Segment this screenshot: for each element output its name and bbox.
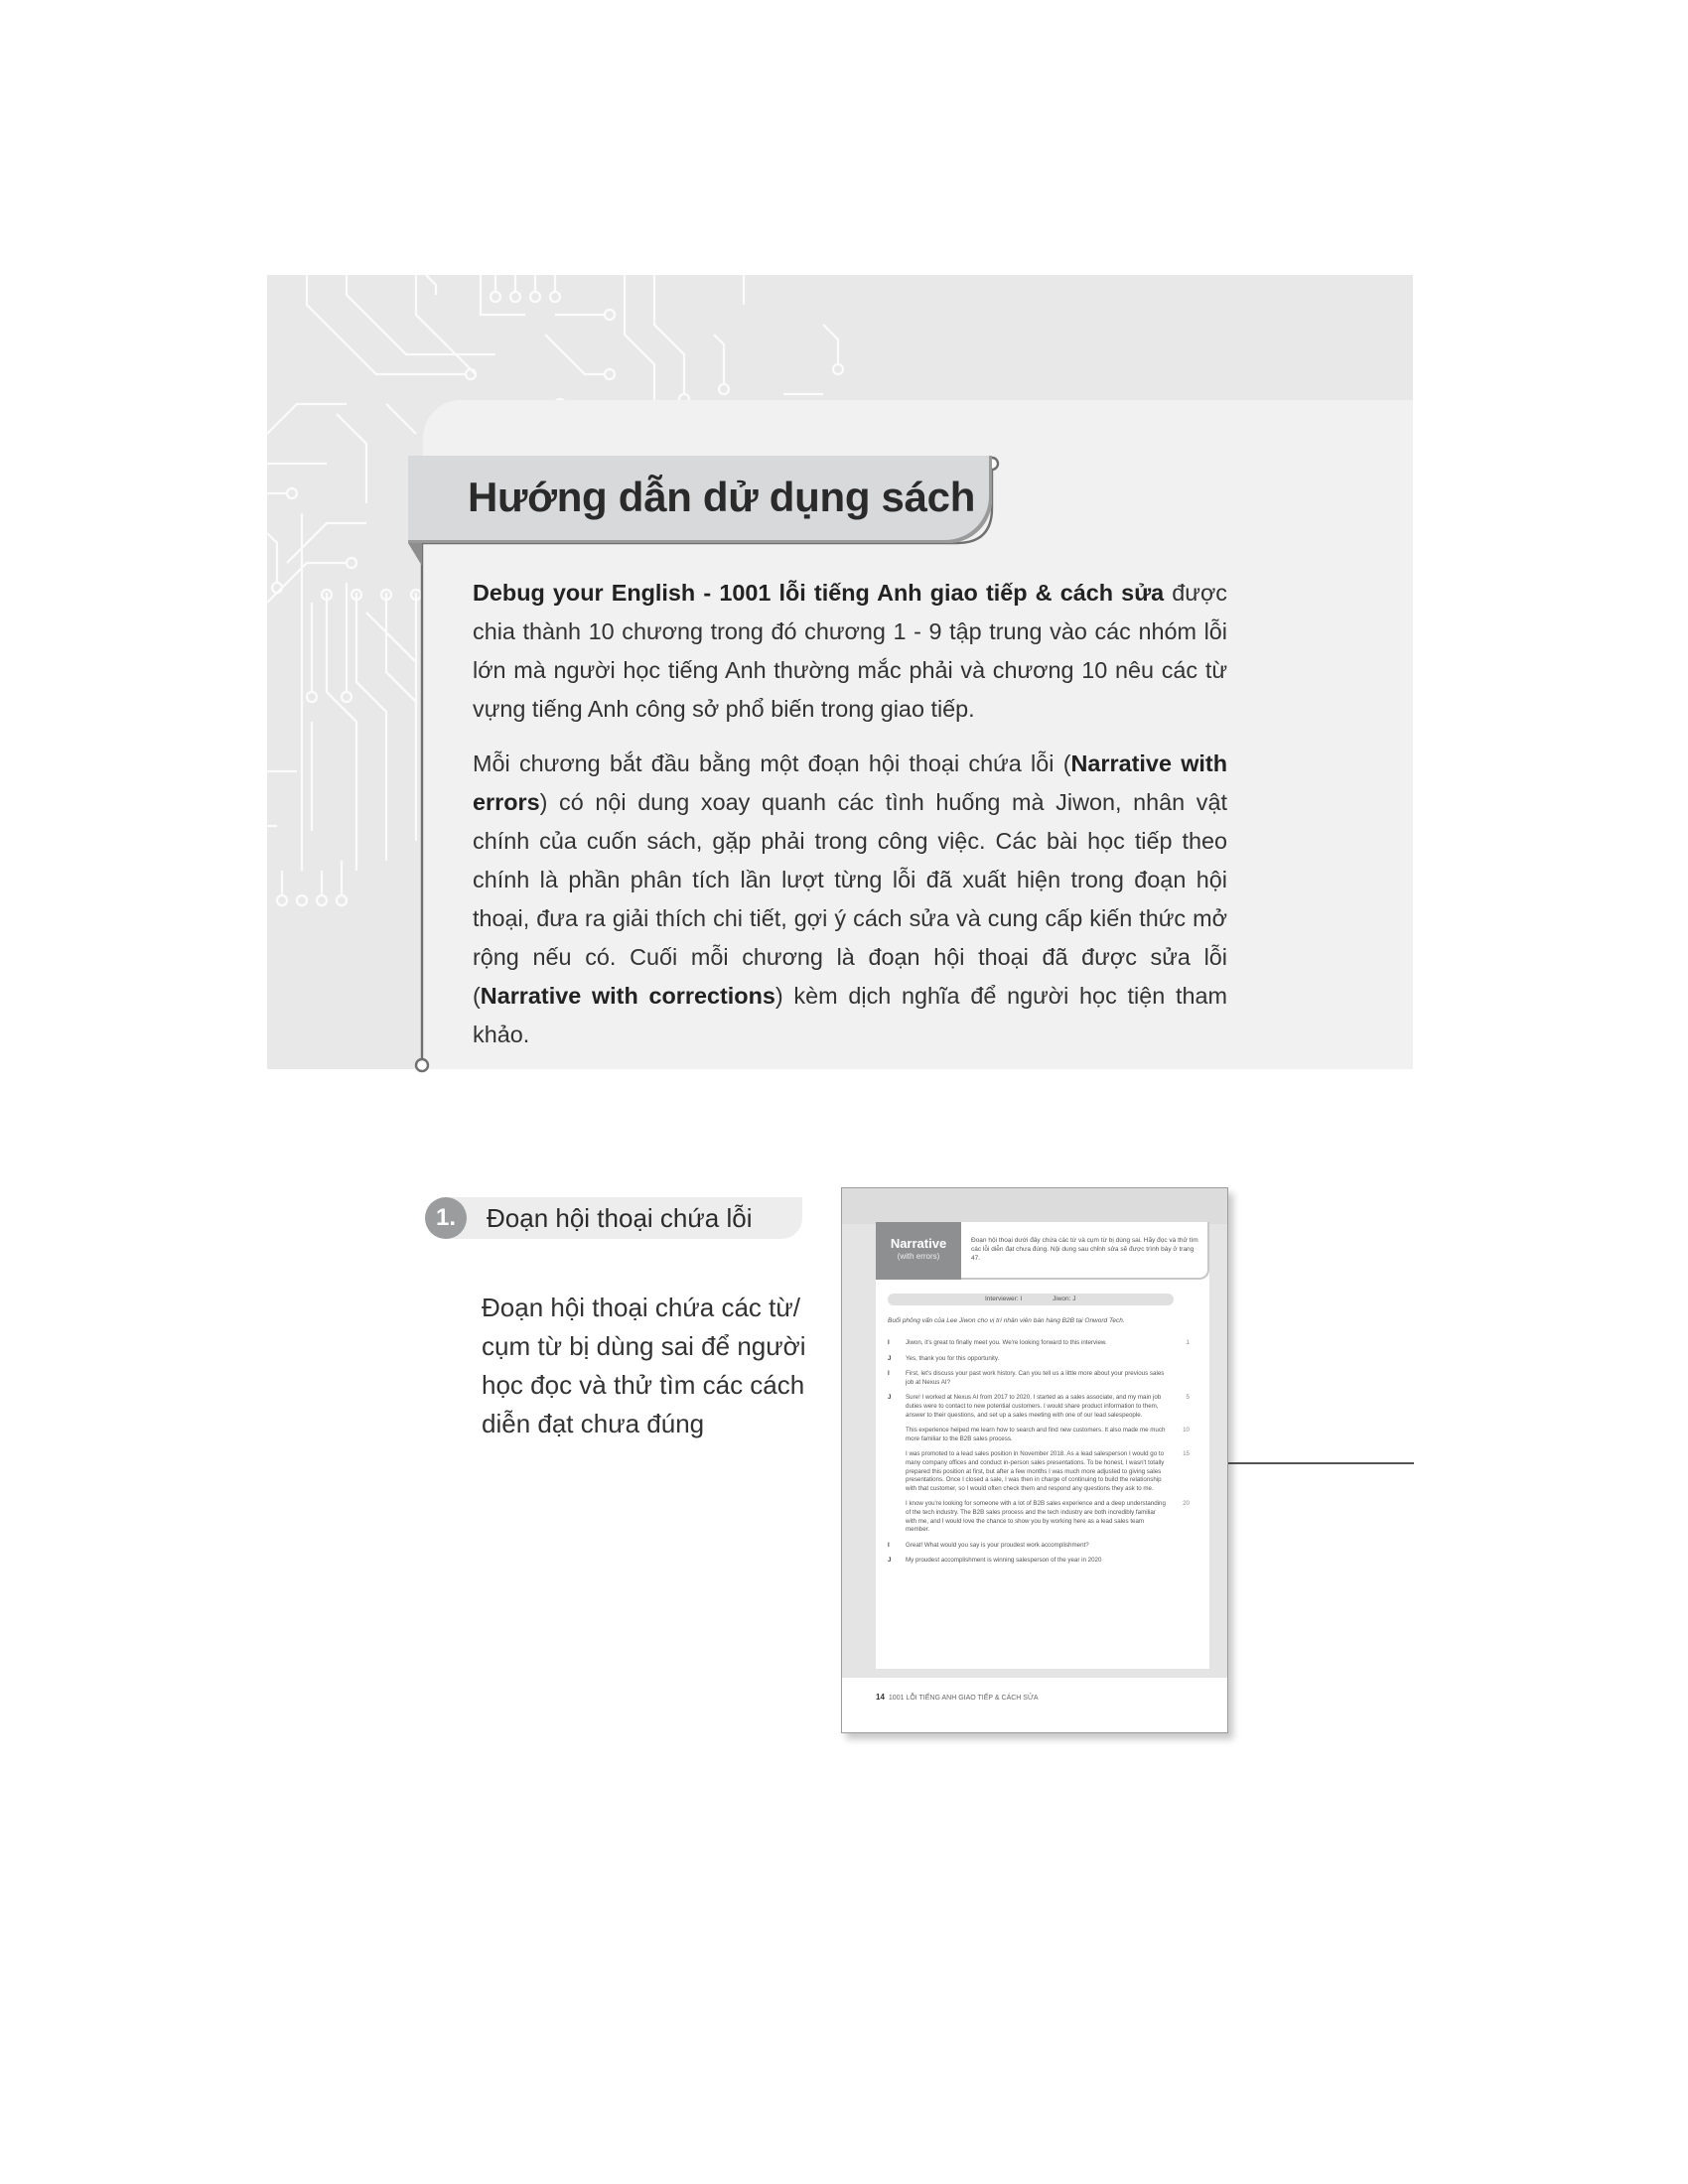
legend-jiwon: Jiwon: J bbox=[1053, 1296, 1076, 1302]
thumbnail-content-card bbox=[876, 1222, 1209, 1669]
dialogue-speaker: J bbox=[888, 1354, 892, 1362]
dialogue-lines bbox=[888, 1339, 1190, 1572]
speaker-legend bbox=[888, 1294, 1174, 1305]
footer-page-number: 14 bbox=[876, 1693, 885, 1702]
intro-paragraph-2-text-a: Mỗi chương bắt đầu bằng một đoạn hội thoại chứa lỗi ( bbox=[473, 751, 1071, 776]
book-title: Debug your English - 1001 lỗi tiếng Anh giao tiếp & cách sửa bbox=[473, 580, 1165, 606]
legend-interviewer: Interviewer: I bbox=[985, 1296, 1023, 1302]
dialogue-line bbox=[888, 1370, 1186, 1387]
dialogue-text: This experience helped me learn how to search and find new customers. It also made me much more familiar to the B2B sales process. bbox=[906, 1427, 1166, 1442]
dialogue-text: Jiwon, it's great to finally meet you. We're looking forward to this interview. bbox=[906, 1339, 1107, 1346]
dialogue-line bbox=[888, 1355, 1186, 1364]
narrative-label-box bbox=[876, 1222, 961, 1280]
intro-paragraph-2-text-b: ) có nội dung xoay quanh các tình huống mà Jiwon, nhân vật chính của cuốn sách, gặp phải trong công việc. Các bài học tiếp theo chính là phần phân tích lần lượt từng lỗi đã xuất hiện trong đoạn hội thoại, đưa ra giải thích chi tiết, gợi ý cách sửa và cung cấp kiến thức mở rộng nếu có. Cuối mỗi chương là đoạn hội thoại đã được sửa lỗi ( bbox=[473, 789, 1227, 1009]
section-1-header bbox=[425, 1197, 802, 1239]
dialogue-line-number: 5 bbox=[1186, 1394, 1190, 1402]
narrative-with-corrections-term: Narrative with corrections bbox=[480, 983, 775, 1009]
narrative-label-subtitle: (with errors) bbox=[897, 1252, 940, 1261]
intro-paragraph-2-text-c: ) kèm dịch nghĩa để người học tiện tham khảo. bbox=[473, 983, 1227, 1047]
narrative-with-errors-term: Narrative with errors bbox=[473, 751, 1227, 815]
page-title: Hướng dẫn dử dụng sách bbox=[468, 474, 976, 520]
dialogue-line bbox=[888, 1557, 1186, 1566]
guide-title-tab bbox=[408, 456, 992, 543]
narrative-instructions: Đoạn hội thoại dưới đây chứa các từ và cụm từ bị dùng sai. Hãy đọc và thử tìm các lỗi diễn đạt chưa đúng. Nội dung sau chỉnh sửa sẽ được trình bày ở trang 47. bbox=[961, 1222, 1209, 1280]
dialogue-text: First, let's discuss your past work history. Can you tell us a little more about your previous sales job at Nexus AI? bbox=[906, 1370, 1165, 1386]
section-number-badge: 1. bbox=[425, 1197, 467, 1239]
guide-intro bbox=[473, 574, 1227, 1070]
footer-book-title: 1001 LỖI TIẾNG ANH GIAO TIẾP & CÁCH SỬA bbox=[888, 1695, 1039, 1702]
dialogue-line-number: 10 bbox=[1183, 1427, 1190, 1434]
dialogue-text: Yes, thank you for this opportunity. bbox=[906, 1354, 1000, 1362]
dialogue-line bbox=[888, 1339, 1190, 1348]
sample-page-thumbnail bbox=[841, 1187, 1228, 1733]
section-description: Đoạn hội thoại chứa các từ/ cụm từ bị dùng sai để người học đọc và thử tìm các cách diễn đạt chưa đúng bbox=[482, 1293, 806, 1438]
dialogue-text: I was promoted to a lead sales position in November 2018. As a lead salesperson I would go to many company offices and conduct in-person sales presentations. To be honest, I wasn't totally prepared this position at first, but after a few months I was much more adjusted to giving sales presentations. Once I closed a sale, I was then in charge of continuing to build the relationship with that customer, so I would often check them and respond any questions they ask to me. bbox=[906, 1450, 1165, 1492]
dialogue-speaker: I bbox=[888, 1541, 890, 1549]
dialogue-text: Great! What would you say is your proudest work accomplishment? bbox=[906, 1541, 1089, 1549]
dialogue-line bbox=[888, 1542, 1186, 1551]
narrative-label-title: Narrative bbox=[890, 1236, 947, 1251]
scene-description: Buổi phỏng vấn của Lee Jiwon cho vị trí nhân viên bán hàng B2B tại Onword Tech. bbox=[888, 1317, 1125, 1324]
dialogue-speaker: I bbox=[888, 1339, 890, 1346]
dialogue-line-number: 20 bbox=[1183, 1500, 1190, 1508]
thumbnail-footer bbox=[876, 1693, 1039, 1702]
dialogue-line-number: 1 bbox=[1186, 1339, 1190, 1346]
dialogue-speaker: I bbox=[888, 1370, 890, 1378]
dialogue-line bbox=[888, 1394, 1190, 1420]
dialogue-line bbox=[888, 1427, 1190, 1443]
dialogue-line-number: 15 bbox=[1183, 1450, 1190, 1458]
intro-paragraph-1-text: được chia thành 10 chương trong đó chương 1 - 9 tập trung vào các nhóm lỗi lớn mà người học tiếng Anh thường mắc phải và chương 10 nêu các từ vựng tiếng Anh công sở phổ biến trong giao tiếp. bbox=[473, 580, 1227, 722]
dialogue-text: My proudest accomplishment is winning salesperson of the year in 2020 bbox=[906, 1557, 1102, 1565]
thumbnail-top-band bbox=[842, 1188, 1227, 1224]
intro-paragraph-2 bbox=[473, 745, 1227, 1054]
dialogue-text: I know you're looking for someone with a lot of B2B sales experience and a deep understanding of the tech industry. The B2B sales process and the tech industry are both incredibly familiar with me, and I would love the chance to show you by working here as a lead sales team member. bbox=[906, 1500, 1166, 1534]
dialogue-line bbox=[888, 1450, 1190, 1493]
dialogue-speaker: J bbox=[888, 1394, 892, 1402]
dialogue-line bbox=[888, 1500, 1190, 1534]
dialogue-speaker: J bbox=[888, 1557, 892, 1565]
intro-paragraph-1 bbox=[473, 574, 1227, 729]
dialogue-text: Sure! I worked at Nexus AI from 2017 to 2020. I started as a sales associate, and my main job duties were to contact to new potential customers. I would share product information to them, answer to their questions, and set up a sales meeting with one of our lead salespeople. bbox=[906, 1394, 1162, 1419]
section-title: Đoạn hội thoại chứa lỗi bbox=[487, 1203, 753, 1233]
